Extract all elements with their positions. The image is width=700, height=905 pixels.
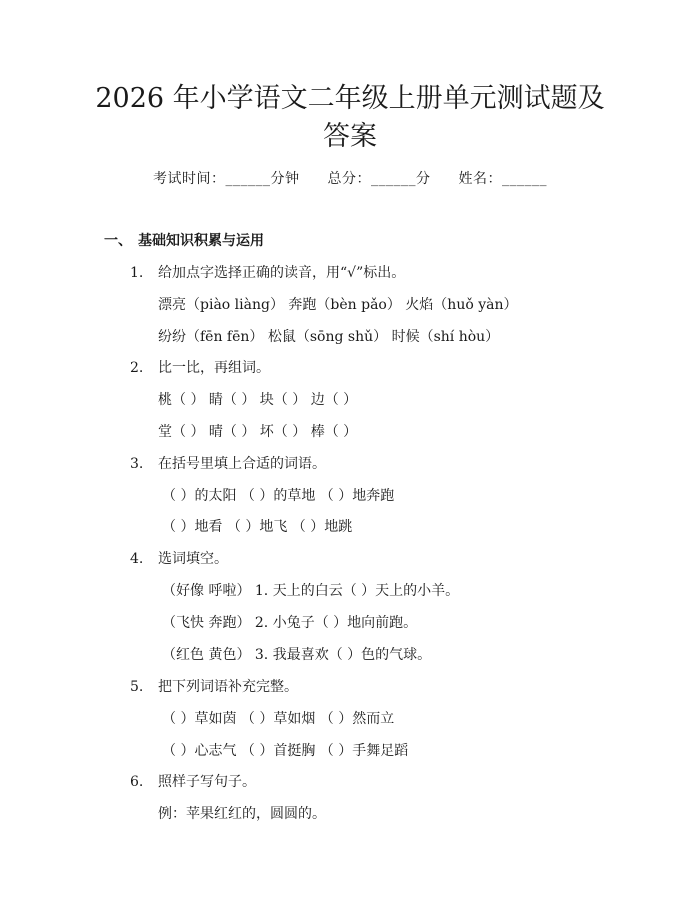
question-text: 在括号里填上合适的词语。	[158, 456, 326, 472]
question-text: 给加点字选择正确的读音，用“√”标出。	[158, 265, 406, 281]
question-text: 比一比，再组词。	[158, 360, 270, 376]
question-3-line-1: （ ）的太阳 （ ）的草地 （ ）地奔跑	[162, 488, 395, 504]
total-score-field: 总分：______分	[327, 171, 431, 187]
question-5-line-1: （ ）草如茵 （ ）草如烟 （ ）然而立	[162, 711, 395, 727]
question-1-line-2: 纷纷（fēn fēn） 松鼠（sōng shǔ） 时候（shí hòu）	[158, 329, 500, 345]
question-1	[130, 262, 405, 282]
student-name-field: 姓名：______	[458, 171, 547, 187]
section-heading	[104, 230, 264, 250]
question-number: 6.	[130, 774, 144, 790]
question-6	[130, 771, 256, 791]
question-number: 4.	[130, 551, 144, 567]
question-number: 3.	[130, 456, 144, 472]
question-2	[130, 357, 270, 377]
question-number: 5.	[130, 679, 144, 695]
question-4	[130, 548, 228, 568]
exam-meta	[0, 168, 700, 188]
section-title: 基础知识积累与运用	[138, 233, 264, 249]
question-6-example: 例：苹果红红的，圆圆的。	[158, 806, 326, 822]
section-number: 一、	[104, 233, 132, 249]
question-4-line-3: （红色 黄色） 3. 我最喜欢（ ）色的气球。	[162, 647, 432, 663]
question-number: 1.	[130, 265, 144, 281]
question-1-line-1: 漂亮（piào liàng） 奔跑（bèn pǎo） 火焰（huǒ yàn）	[158, 297, 518, 313]
question-3-line-2: （ ）地看 （ ）地飞 （ ）地跳	[162, 519, 353, 535]
question-text: 把下列词语补充完整。	[158, 679, 298, 695]
document-title: 2026 年小学语文二年级上册单元测试题及答案	[95, 83, 605, 152]
question-4-line-1: （好像 呼啦） 1. 天上的白云（ ）天上的小羊。	[162, 583, 460, 599]
question-2-line-1: 桃（ ） 睛（ ） 块（ ） 边（ ）	[158, 392, 358, 408]
question-5	[130, 676, 298, 696]
exam-time-field: 考试时间：______分钟	[153, 171, 300, 187]
question-text: 照样子写句子。	[158, 774, 256, 790]
question-3	[130, 453, 326, 473]
question-2-line-2: 堂（ ） 晴（ ） 坏（ ） 棒（ ）	[158, 424, 358, 440]
question-5-line-2: （ ）心志气 （ ）首挺胸 （ ）手舞足蹈	[162, 743, 409, 759]
question-4-line-2: （飞快 奔跑） 2. 小兔子（ ）地向前跑。	[162, 615, 418, 631]
question-number: 2.	[130, 360, 144, 376]
question-text: 选词填空。	[158, 551, 228, 567]
